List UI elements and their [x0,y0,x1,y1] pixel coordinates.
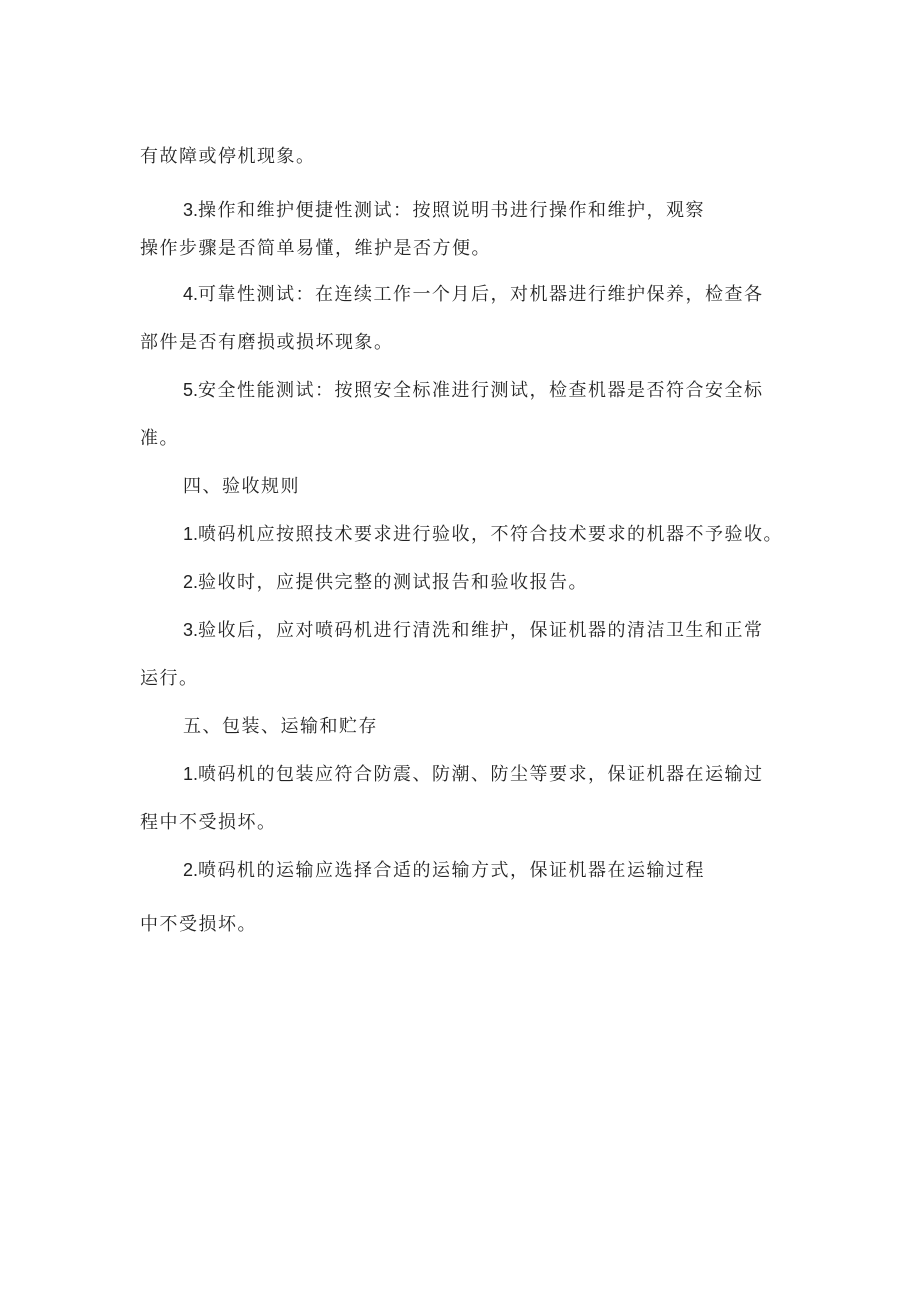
paragraph-line: 运行。 [140,668,199,689]
paragraph-line: 2.喷码机的运输应选择合适的运输方式，保证机器在运输过程 [183,860,706,881]
section-heading: 四、验收规则 [183,476,300,497]
paragraph-line: 中不受损坏。 [140,914,257,935]
paragraph-line: 有故障或停机现象。 [140,146,316,167]
paragraph-line: 4.可靠性测试：在连续工作一个月后，对机器进行维护保养，检查各 [183,284,764,305]
paragraph-line: 准。 [140,428,179,449]
section-heading: 五、包装、运输和贮存 [183,716,378,737]
paragraph-line: 操作步骤是否简单易懂，维护是否方便。 [140,238,491,259]
paragraph-line: 1.喷码机的包装应符合防震、防潮、防尘等要求，保证机器在运输过 [183,764,764,785]
paragraph-line: 程中不受损坏。 [140,812,277,833]
paragraph-line: 3.验收后，应对喷码机进行清洗和维护，保证机器的清洁卫生和正常 [183,620,764,641]
paragraph-line: 部件是否有磨损或损坏现象。 [140,332,394,353]
paragraph-line: 5.安全性能测试：按照安全标准进行测试，检查机器是否符合安全标 [183,380,764,401]
paragraph-line: 2.验收时，应提供完整的测试报告和验收报告。 [183,572,589,593]
paragraph-line: 1.喷码机应按照技术要求进行验收，不符合技术要求的机器不予验收。 [183,524,784,545]
paragraph-line: 3.操作和维护便捷性测试：按照说明书进行操作和维护，观察 [183,200,706,221]
